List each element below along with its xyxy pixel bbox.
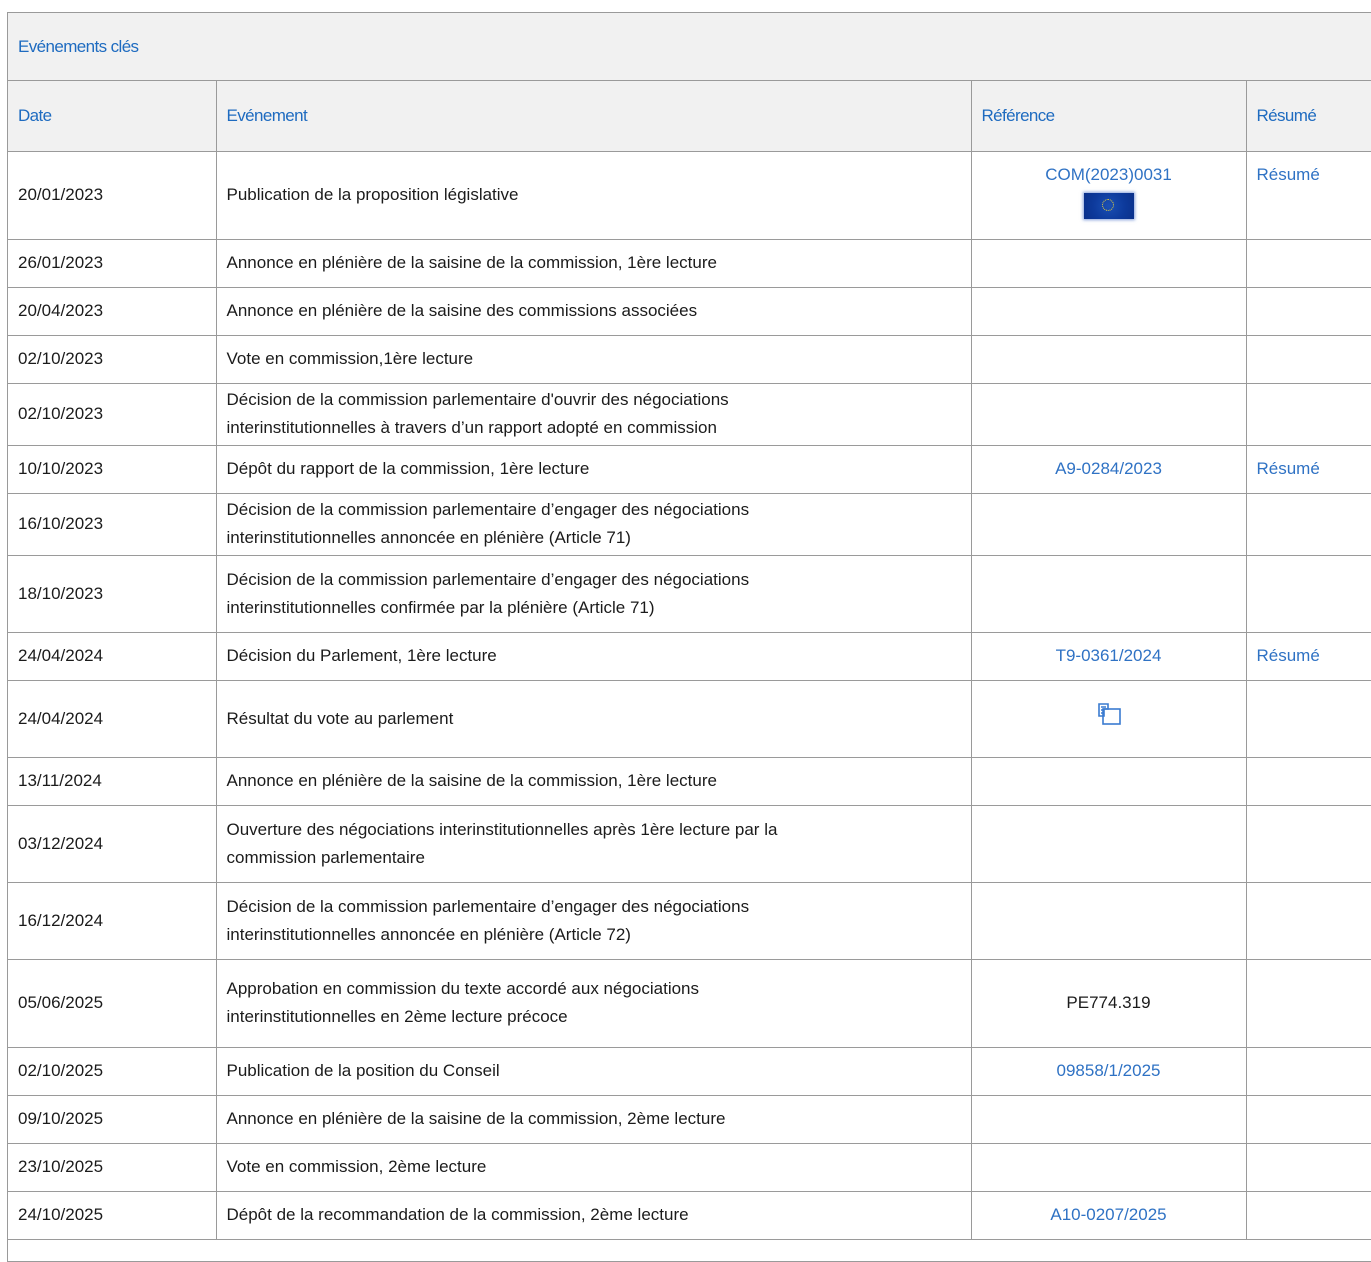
date-cell: 02/10/2023 [8, 335, 216, 383]
date-cell: 10/10/2023 [8, 445, 216, 493]
event-text-line: interinstitutionnelles annoncée en plénière (Article 71) [226, 528, 631, 547]
reference-cell [971, 1095, 1246, 1143]
event-text-line: Annonce en plénière de la saisine de la commission, 1ère lecture [226, 771, 717, 790]
event-text-line: Annonce en plénière de la saisine des commissions associées [226, 301, 698, 320]
event-cell [216, 1191, 971, 1239]
column-header-date[interactable]: Date [8, 81, 216, 151]
event-cell [216, 757, 971, 805]
key-events-panel [7, 12, 1371, 1262]
event-text-line: Publication de la position du Conseil [226, 1061, 500, 1080]
event-text-line: interinstitutionnelles à travers d’un rapport adopté en commission [226, 418, 717, 437]
reference-text: PE774.319 [1066, 993, 1151, 1012]
event-cell [216, 335, 971, 383]
event-text-line: Annonce en plénière de la saisine de la commission, 2ème lecture [226, 1109, 726, 1128]
event-text-line: Décision du Parlement, 1ère lecture [226, 646, 497, 665]
date-cell: 13/11/2024 [8, 757, 216, 805]
event-text-line: Publication de la proposition législative [226, 185, 519, 204]
event-text-line: Décision de la commission parlementaire d'ouvrir des négociations [226, 390, 729, 409]
summary-cell [1246, 383, 1371, 445]
event-cell [216, 445, 971, 493]
table-row [8, 882, 1371, 959]
reference-cell [971, 632, 1246, 680]
reference-link[interactable]: 09858/1/2025 [1056, 1061, 1161, 1080]
event-text-line: Vote en commission,1ère lecture [226, 349, 474, 368]
reference-cell [971, 555, 1246, 632]
event-cell [216, 555, 971, 632]
table-row [8, 555, 1371, 632]
reference-cell [971, 1191, 1246, 1239]
event-cell [216, 680, 971, 757]
summary-cell [1246, 335, 1371, 383]
summary-cell [1246, 287, 1371, 335]
event-text-line: Décision de la commission parlementaire d’engager des négociations [226, 500, 750, 519]
event-cell [216, 632, 971, 680]
date-cell: 16/10/2023 [8, 493, 216, 555]
event-cell [216, 239, 971, 287]
summary-cell [1246, 445, 1371, 493]
reference-cell [971, 239, 1246, 287]
eu-flag-icon[interactable] [1084, 193, 1134, 219]
table-row [8, 1191, 1371, 1239]
table-row [8, 383, 1371, 445]
table-row [8, 1143, 1371, 1191]
summary-cell [1246, 632, 1371, 680]
table-row [8, 445, 1371, 493]
reference-link[interactable]: A9-0284/2023 [1055, 459, 1162, 478]
reference-cell [971, 757, 1246, 805]
event-cell [216, 287, 971, 335]
reference-cell [971, 1047, 1246, 1095]
event-cell [216, 151, 971, 239]
event-cell [216, 959, 971, 1047]
reference-cell [971, 445, 1246, 493]
table-row [8, 959, 1371, 1047]
event-cell [216, 1095, 971, 1143]
event-text-line: Approbation en commission du texte accordé aux négociations [226, 979, 700, 998]
date-cell: 05/06/2025 [8, 959, 216, 1047]
table-row [8, 287, 1371, 335]
date-cell: 09/10/2025 [8, 1095, 216, 1143]
reference-link[interactable]: A10-0207/2025 [1050, 1205, 1167, 1224]
event-text-line: Ouverture des négociations interinstitutionnelles après 1ère lecture par la [226, 819, 778, 839]
column-header-event[interactable]: Evénement [216, 81, 971, 151]
panel-title: Evénements clés [18, 36, 139, 56]
table-header-row [8, 81, 1371, 151]
event-text-line: interinstitutionnelles confirmée par la plénière (Article 71) [226, 597, 655, 617]
date-cell: 24/10/2025 [8, 1191, 216, 1239]
date-cell: 02/10/2025 [8, 1047, 216, 1095]
panel-header [8, 13, 1371, 81]
reference-cell [971, 805, 1246, 882]
date-cell: 20/01/2023 [8, 151, 216, 239]
reference-cell [971, 151, 1246, 239]
summary-cell [1246, 1047, 1371, 1095]
reference-cell [971, 383, 1246, 445]
summary-cell [1246, 805, 1371, 882]
date-cell: 24/04/2024 [8, 632, 216, 680]
date-cell: 20/04/2023 [8, 287, 216, 335]
column-header-reference[interactable]: Référence [971, 81, 1246, 151]
reference-cell [971, 882, 1246, 959]
date-cell: 18/10/2023 [8, 555, 216, 632]
reference-link[interactable]: COM(2023)0031 [1045, 164, 1172, 184]
table-row [8, 151, 1371, 239]
event-text-line: Vote en commission, 2ème lecture [226, 1157, 487, 1176]
date-cell: 02/10/2023 [8, 383, 216, 445]
reference-cell [971, 287, 1246, 335]
table-row [8, 632, 1371, 680]
summary-cell [1246, 757, 1371, 805]
events-table-body [8, 151, 1371, 1239]
table-row [8, 757, 1371, 805]
event-cell [216, 493, 971, 555]
vote-results-icon[interactable] [1092, 700, 1126, 730]
table-row [8, 1095, 1371, 1143]
summary-cell [1246, 1143, 1371, 1191]
reference-cell [971, 959, 1246, 1047]
event-cell [216, 1143, 971, 1191]
reference-cell [971, 493, 1246, 555]
summary-cell [1246, 959, 1371, 1047]
table-row [8, 493, 1371, 555]
event-cell [216, 1047, 971, 1095]
event-text-line: Annonce en plénière de la saisine de la commission, 1ère lecture [226, 253, 717, 272]
event-text-line: Décision de la commission parlementaire d’engager des négociations [226, 896, 750, 916]
summary-cell [1246, 493, 1371, 555]
reference-link[interactable]: T9-0361/2024 [1055, 646, 1162, 665]
event-text-line: Décision de la commission parlementaire d’engager des négociations [226, 569, 750, 589]
event-text-line: interinstitutionnelles annoncée en plénière (Article 72) [226, 924, 631, 944]
event-cell [216, 805, 971, 882]
event-cell [216, 882, 971, 959]
event-text-line: Dépôt de la recommandation de la commission, 2ème lecture [226, 1205, 689, 1224]
date-cell: 24/04/2024 [8, 680, 216, 757]
reference-cell [971, 335, 1246, 383]
reference-cell [971, 680, 1246, 757]
table-row [8, 335, 1371, 383]
summary-cell [1246, 882, 1371, 959]
column-header-summary[interactable]: Résumé [1246, 81, 1371, 151]
date-cell: 03/12/2024 [8, 805, 216, 882]
date-cell: 23/10/2025 [8, 1143, 216, 1191]
summary-link[interactable]: Résumé [1256, 459, 1320, 478]
summary-cell [1246, 239, 1371, 287]
summary-cell [1246, 680, 1371, 757]
summary-cell [1246, 1095, 1371, 1143]
summary-cell [1246, 151, 1371, 239]
table-row [8, 1047, 1371, 1095]
date-cell: 26/01/2023 [8, 239, 216, 287]
event-text-line: Dépôt du rapport de la commission, 1ère lecture [226, 459, 590, 478]
summary-link[interactable]: Résumé [1256, 164, 1320, 184]
date-cell: 16/12/2024 [8, 882, 216, 959]
event-text-line: commission parlementaire [226, 847, 425, 867]
events-table [8, 81, 1371, 1240]
event-cell [216, 383, 971, 445]
reference-cell [971, 1143, 1246, 1191]
table-row [8, 239, 1371, 287]
table-row [8, 805, 1371, 882]
summary-link[interactable]: Résumé [1256, 646, 1320, 665]
summary-cell [1246, 1191, 1371, 1239]
summary-cell [1246, 555, 1371, 632]
table-row [8, 680, 1371, 757]
event-text-line: Résultat du vote au parlement [226, 708, 454, 728]
event-text-line: interinstitutionnelles en 2ème lecture précoce [226, 1007, 568, 1026]
